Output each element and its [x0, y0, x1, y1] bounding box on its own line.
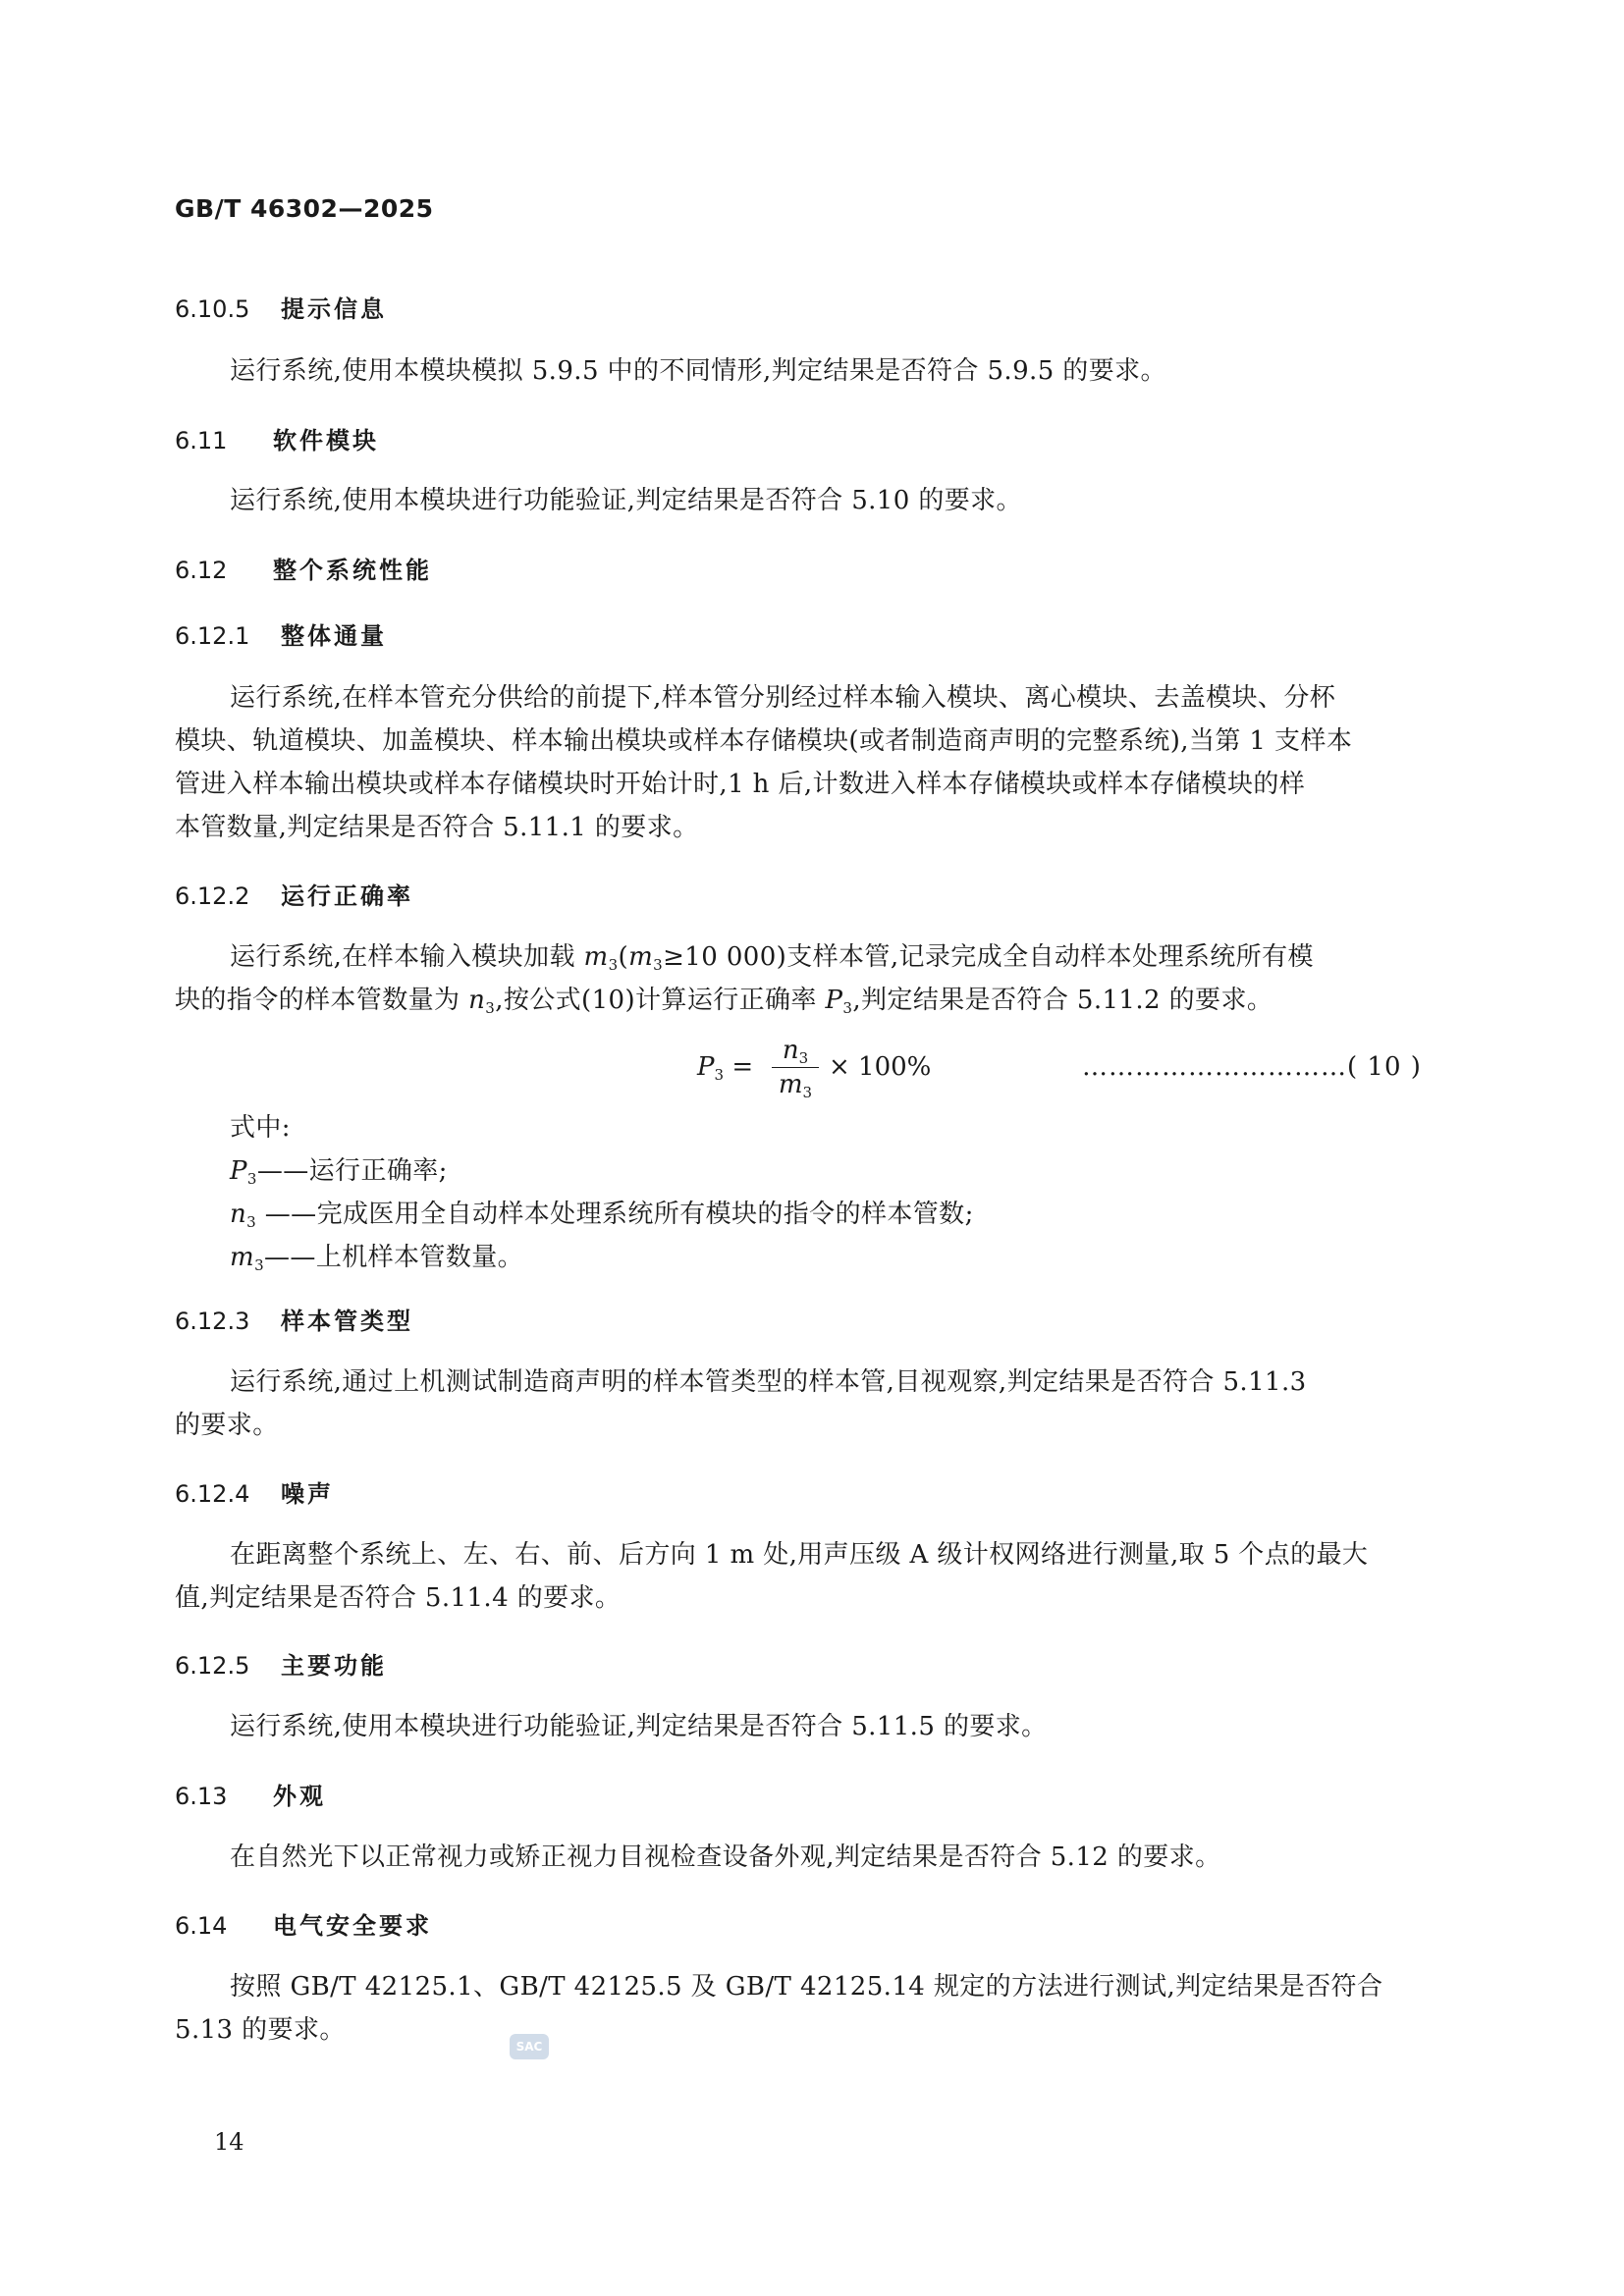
legend-description: ——上机样本管数量。 [264, 1243, 524, 1272]
formula-lhs [697, 1052, 753, 1082]
paragraph-line: 在自然光下以正常视力或矫正视力目视检查设备外观,判定结果是否符合 5.12 的要求。 [230, 1842, 1221, 1872]
fraction-denominator [772, 1070, 819, 1099]
section-heading-6-14 [175, 1906, 432, 1941]
variable-p: P [825, 986, 843, 1015]
section-heading-6-12-2 [175, 877, 413, 911]
standard-code: GB/T 46302—2025 [175, 194, 434, 223]
section-number: 6.11 [175, 427, 228, 454]
paragraph-line: 运行系统,使用本模块进行功能验证,判定结果是否符合 5.11.5 的要求。 [230, 1712, 1048, 1741]
page-number: 14 [214, 2128, 244, 2156]
variable-m: m [583, 942, 609, 972]
section-title: 运行正确率 [281, 882, 413, 910]
section-title: 外观 [273, 1783, 326, 1810]
paragraph-line: 本管数量,判定结果是否符合 5.11.1 的要求。 [175, 813, 699, 842]
text-run: ≥10 000)支样本管,记录完成全自动样本处理系统所有模 [663, 942, 1314, 972]
paragraph-line: 运行系统,使用本模块进行功能验证,判定结果是否符合 5.10 的要求。 [230, 486, 1022, 515]
subscript: 3 [246, 1170, 257, 1188]
text-run: ,按公式(10)计算运行正确率 [495, 986, 826, 1015]
legend-item [230, 1236, 974, 1279]
variable-p: P [230, 1156, 247, 1186]
text-run: ,判定结果是否符合 5.11.2 的要求。 [852, 986, 1273, 1015]
section-title: 电气安全要求 [273, 1912, 432, 1940]
subscript: 3 [653, 956, 664, 974]
subscript: 3 [485, 999, 496, 1017]
paragraph-line: 值,判定结果是否符合 5.11.4 的要求。 [175, 1583, 622, 1613]
paragraph-line: 5.13 的要求。 [175, 2015, 346, 2045]
section-heading-6-13 [175, 1777, 326, 1811]
paragraph-line [175, 979, 1441, 1022]
section-number: 6.12.3 [175, 1308, 250, 1335]
paragraph-6-12-5 [175, 1705, 1441, 1748]
subscript: 3 [254, 1256, 265, 1274]
section-number: 6.13 [175, 1783, 228, 1810]
legend-description: ——完成医用全自动样本处理系统所有模块的指令的样本管数; [256, 1200, 974, 1229]
subscript: 3 [246, 1213, 257, 1231]
paragraph-6-12-4 [175, 1533, 1441, 1620]
subscript: 3 [714, 1066, 725, 1084]
paragraph-6-11 [175, 479, 1441, 522]
subscript: 3 [842, 999, 853, 1017]
subscript: 3 [798, 1049, 809, 1067]
legend-item [230, 1149, 974, 1193]
section-title: 软件模块 [273, 427, 379, 454]
section-title: 整个系统性能 [273, 557, 432, 584]
variable-n: n [468, 986, 486, 1015]
legend-description: ——运行正确率; [256, 1156, 448, 1186]
subscript: 3 [608, 956, 619, 974]
paragraph-6-12-1 [175, 676, 1441, 849]
legend-label: 式中: [230, 1113, 291, 1143]
section-heading-6-12-3 [175, 1302, 413, 1336]
section-number: 6.10.5 [175, 295, 250, 323]
variable-m: m [230, 1243, 255, 1272]
section-number: 6.12.1 [175, 622, 250, 650]
formula-10 [697, 1036, 1443, 1104]
section-heading-6-11 [175, 421, 379, 455]
legend-item [230, 1193, 974, 1236]
paragraph-line: 运行系统,使用本模块模拟 5.9.5 中的不同情形,判定结果是否符合 5.9.5 的要求。 [230, 356, 1166, 386]
section-number: 6.12.4 [175, 1480, 250, 1508]
paragraph-line: 按照 GB/T 42125.1、GB/T 42125.5 及 GB/T 42125.14 规定的方法进行测试,判定结果是否符合 [230, 1972, 1383, 2002]
section-heading-6-12 [175, 551, 432, 585]
paragraph-line: 的要求。 [175, 1411, 279, 1440]
paragraph-line: 模块、轨道模块、加盖模块、样本输出模块或样本存储模块(或者制造商声明的完整系统),当第 1 支样本 [175, 726, 1353, 756]
section-heading-6-10-5 [175, 290, 387, 324]
section-number: 6.14 [175, 1912, 228, 1940]
section-title: 提示信息 [281, 295, 387, 323]
paragraph-6-12-2 [175, 935, 1441, 1022]
formula-legend [230, 1106, 974, 1279]
variable-p: P [697, 1052, 715, 1082]
formula-rhs: × 100% [829, 1052, 932, 1082]
section-heading-6-12-5 [175, 1646, 387, 1681]
paragraph-6-13 [175, 1836, 1441, 1879]
section-title: 整体通量 [281, 622, 387, 650]
paragraph-6-10-5 [175, 349, 1441, 393]
equation-number: …………………………( 10 ) [1082, 1052, 1422, 1082]
text-run: ( [618, 942, 629, 972]
text-run: 运行系统,在样本输入模块加载 [230, 942, 584, 972]
fraction-numerator [772, 1036, 819, 1065]
section-title: 主要功能 [281, 1652, 387, 1680]
section-number: 6.12 [175, 557, 228, 584]
paragraph-6-12-3 [175, 1361, 1441, 1447]
paragraph-line: 运行系统,在样本管充分供给的前提下,样本管分别经过样本输入模块、离心模块、去盖模块、分杯 [230, 683, 1336, 713]
variable-m: m [778, 1070, 803, 1099]
paragraph-line [175, 935, 1441, 979]
paragraph-line: 运行系统,通过上机测试制造商声明的样本管类型的样本管,目视观察,判定结果是否符合 5.11.3 [230, 1367, 1307, 1397]
paragraph-line: 在距离整个系统上、左、右、前、后方向 1 m 处,用声压级 A 级计权网络进行测量,取 5 个点的最大 [230, 1540, 1369, 1570]
variable-n: n [230, 1200, 247, 1229]
section-number: 6.12.5 [175, 1652, 250, 1680]
section-title: 噪声 [281, 1480, 334, 1508]
section-title: 样本管类型 [281, 1308, 413, 1335]
subscript: 3 [802, 1084, 813, 1101]
equals-sign: = [731, 1052, 754, 1082]
formula-fraction [772, 1036, 819, 1099]
paragraph-line: 管进入样本输出模块或样本存储模块时开始计时,1 h 后,计数进入样本存储模块或样本存储模块的样 [175, 770, 1306, 799]
variable-m: m [628, 942, 654, 972]
variable-n: n [782, 1036, 799, 1065]
paragraph-6-14 [175, 1965, 1441, 2052]
section-heading-6-12-4 [175, 1474, 334, 1509]
text-run: 块的指令的样本管数量为 [175, 986, 469, 1015]
section-number: 6.12.2 [175, 882, 250, 910]
fraction-bar [772, 1067, 819, 1068]
section-heading-6-12-1 [175, 616, 387, 651]
sac-watermark-logo: SAC [510, 2034, 549, 2059]
